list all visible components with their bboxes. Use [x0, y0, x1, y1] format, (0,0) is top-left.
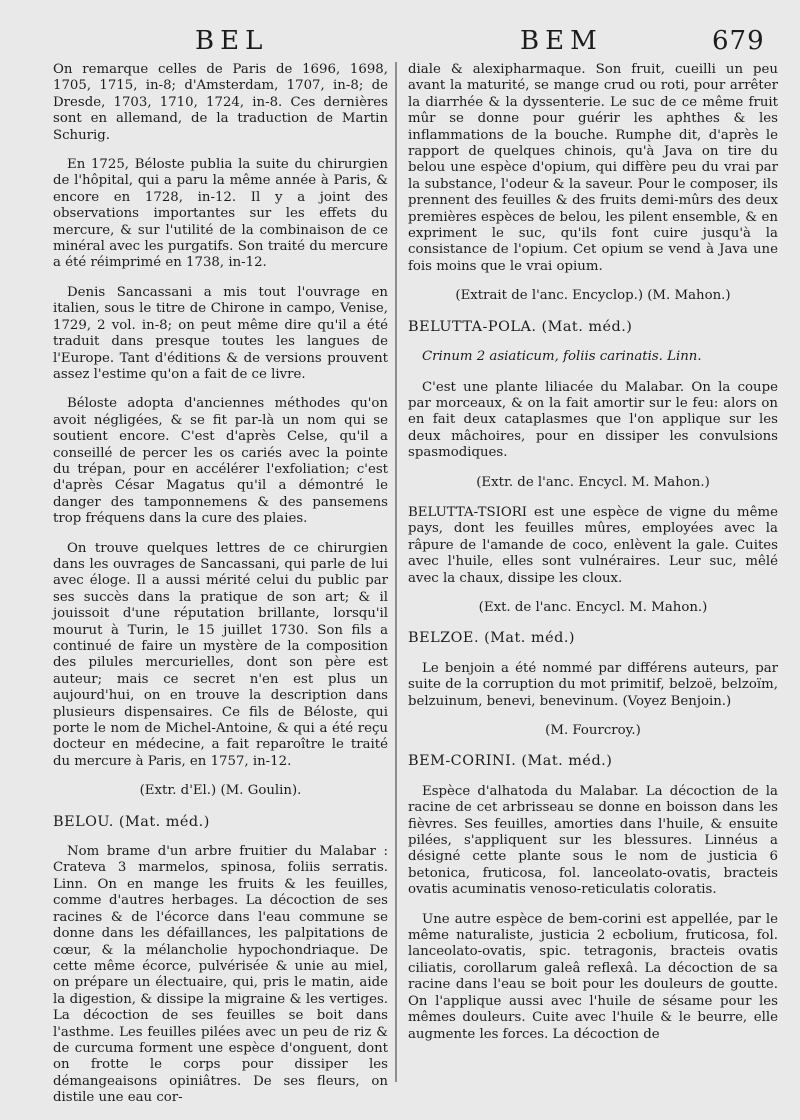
source-citation: (Extrait de l'anc. Encyclop.) (M. Mahon.)	[455, 288, 731, 304]
paragraph: En 1725, Béloste publia la suite du chirurgien de l'hôpital, qui a paru la même année à Paris, & encore en 1728, in-12. Il y a joint des observations importantes sur les effets du mercure, & sur l'utilité de la combinaison de ce minéral avec les purgatifs. Son traité du mercure a été réimprimé en 1738, in-12.	[53, 157, 388, 271]
entry-heading-belutta-pola: BELUTTA-POLA. (Mat. méd.)	[408, 318, 633, 335]
source-citation: (Extr. de l'anc. Encycl. M. Mahon.)	[476, 474, 710, 490]
paragraph: Espèce d'alhatoda du Malabar. La décoction de la racine de cet arbrisseau se donne en boisson dans les fièvres. Ses feuilles, amorties dans l'huile, & ensuite pilées, s'appliquent sur les blessures. Linnéus a désigné cette plante sous le nom de justicia 6 betonica, fruticosa, fol. lanceolato-ovatis, bracteis ovatis acuminatis venoso-reticulatis coloratis.	[408, 783, 778, 898]
paragraph: Nom brame d'un arbre fruitier du Malabar : Crateva 3 marmelos, spinosa, foliis serratis. Linn. On en mange les fruits & les feuilles, comme d'autres herbages. La décoction de ses racines & de l'écorce dans l'eau commune se donne dans les défaillances, les palpitations de cœur, & la mélancholie hypochondriaque. De cette même écorce, pulvérisée & unie au miel, on prépare un électuaire, qui, pris le matin, aide la digestion, & dissipe la migraine & les vertiges. La décoction de ses feuilles se boit dans l'asthme. Les feuilles pilées avec un peu de riz & de curcuma forment une espèce d'onguent, dont on frotte le corps pour dissiper les démangeaisons opiniâtres. De ses fleurs, on distile une eau cor-	[53, 844, 388, 1106]
paragraph: Denis Sancassani a mis tout l'ouvrage en italien, sous le titre de Chirone in campo, Venise, 1729, 2 vol. in-8; on peut même dire qu'il a été traduit dans presque toutes les langues de l'Europe. Tant d'éditions & de versions prouvent assez l'estime qu'on a fait de ce livre.	[53, 284, 388, 382]
paragraph: diale & alexipharmaque. Son fruit, cueilli un peu avant la maturité, se mange crud ou roti, pour arrêter la diarrhée & la dyssenterie. Le suc de ce même fruit mûr se donne pour guérir les aphthes & les inflammations de la bouche. Rumphe dit, d'après le rapport de quelques chinois, qu'à Java on tire du belou une espèce d'opium, qui diffère peu du vrai par la substance, l'odeur & la saveur. Pour le composer, ils prennent des feuilles & des fruits demi-mûrs des deux premières espèces de belou, les pilent ensemble, & en expriment le suc, qu'ils font cuire jusqu'à la consistance de l'opium. Cet opium se vend à Java une fois moins que le vrai opium.	[408, 62, 778, 274]
source-citation: (Extr. d'El.) (M. Goulin).	[139, 783, 302, 799]
paragraph: C'est une plante liliacée du Malabar. On la coupe par morceaux, & on la fait amortir sur le feu: alors on en fait deux cataplasmes que l'on applique sur les deux mâchoires, pour en dissiper les convulsions spasmodiques.	[408, 379, 778, 461]
entry-belutta-tsiori: BELUTTA-TSIORI est une espèce de vigne du même pays, dont les feuilles mûres, employées avec la râpure de l'amande de coco, enlèvent la gale. Cuites avec l'huile, elles sont vulnéraires. Leur suc, mêlé avec la chaux, dissipe les cloux.	[408, 504, 778, 586]
page-number: 679	[712, 26, 765, 56]
botanical-name: Crinum 2 asiaticum, foliis carinatis. Linn.	[422, 349, 702, 365]
running-header-left: BEL	[195, 26, 269, 56]
paragraph: On remarque celles de Paris de 1696, 1698, 1705, 1715, in-8; d'Amsterdam, 1707, in-8; de Dresde, 1703, 1710, 1724, in-8. Ces dernières sont en allemand, de la traduction de Martin Schurig.	[53, 62, 388, 143]
source-citation: (Ext. de l'anc. Encycl. M. Mahon.)	[478, 599, 708, 615]
running-header-right: BEM	[520, 26, 603, 56]
column-divider	[395, 62, 397, 1082]
source-citation: (M. Fourcroy.)	[545, 723, 641, 738]
paragraph: Béloste adopta d'anciennes méthodes qu'on avoit négligées, & se fit par-là un nom qui se soutient encore. C'est d'après Celse, qu'il a conseillé de percer les os cariés avec la pointe du trépan, pour en accélérer l'exfoliation; c'est d'après César Magatus qu'il a démontré le danger des tamponnemens & des pansemens trop fréquens dans la cure des plaies.	[53, 396, 388, 527]
right-column	[408, 62, 778, 1056]
entry-heading-belou: BELOU. (Mat. méd.)	[53, 813, 210, 830]
entry-heading-belzoe: BELZOE. (Mat. méd.)	[408, 630, 576, 647]
left-column	[53, 62, 388, 1120]
paragraph: On trouve quelques lettres de ce chirurgien dans les ouvrages de Sancassani, qui parle de lui avec éloge. Il a aussi mérité celui du public par ses succès dans la pratique de son art; & il jouissoit d'une réputation brillante, lorsqu'il mourut à Turin, le 15 juillet 1730. Son fils a continué de faire un mystère de la composition des pilules mercurielles, dont son père est auteur; mais ce secret n'en est plus un aujourd'hui, on en trouve la description dans plusieurs dispensaires. Ce fils de Béloste, qui porte le nom de Michel-Antoine, & qui a été reçu docteur en médecine, a fait reparoître le traité du mercure à Paris, en 1757, in-12.	[53, 540, 388, 769]
entry-heading-bem-corini: BEM-CORINI. (Mat. méd.)	[408, 753, 613, 770]
paragraph: Une autre espèce de bem-corini est appellée, par le même naturaliste, justicia 2 ecbolium, fruticosa, fol. lanceolato-ovatis, spic. tetragonis, bracteis ovatis ciliatis, corollarum galeâ reflexâ. La décoction de sa racine dans l'eau se boit pour les douleurs de goutte. On l'applique aussi avec l'huile de sésame pour les mêmes douleurs. Cuite avec l'huile & le beurre, elle augmente les forces. La décoction de	[408, 911, 778, 1042]
paragraph: Le benjoin a été nommé par différens auteurs, par suite de la corruption du mot primitif, belzoë, belzoïm, belzuinum, benevi, benevinum. (Voyez Benjoin.)	[408, 660, 778, 709]
